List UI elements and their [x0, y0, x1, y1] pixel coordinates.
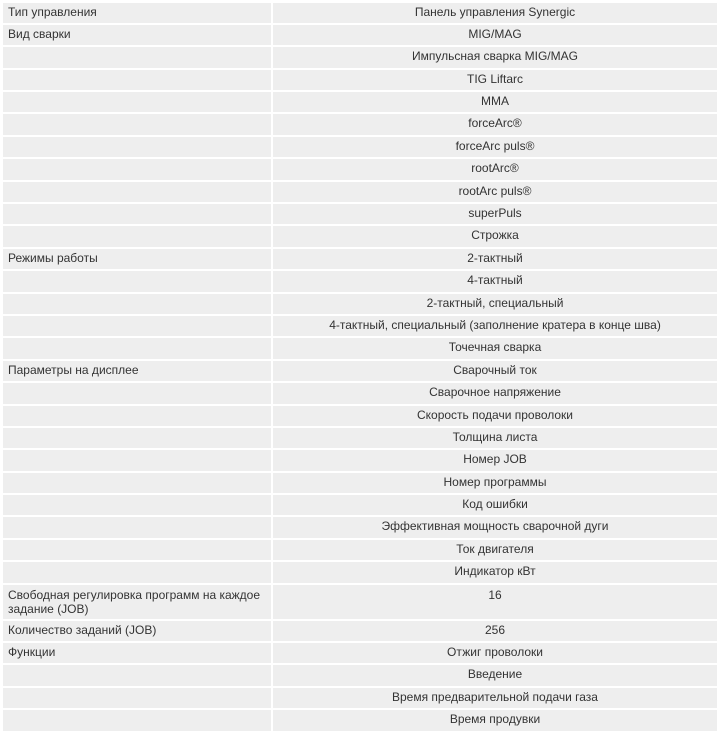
table-row: [2, 248, 718, 270]
row-label: Количество заданий (JOB): [2, 620, 272, 642]
table-row: [2, 494, 718, 516]
table-row: [2, 337, 718, 359]
row-value: Отжиг проволоки: [272, 642, 718, 664]
table-row: [2, 539, 718, 561]
row-label: [2, 337, 272, 359]
row-value: Номер программы: [272, 472, 718, 494]
row-label: Функции: [2, 642, 272, 664]
table-row: [2, 561, 718, 583]
row-value: forceArc puls®: [272, 136, 718, 158]
row-value: 256: [272, 620, 718, 642]
row-label: [2, 382, 272, 404]
row-value: Толщина листа: [272, 427, 718, 449]
row-value: Время продувки: [272, 709, 718, 731]
row-value: rootArc puls®: [272, 181, 718, 203]
row-label: [2, 472, 272, 494]
row-label: [2, 687, 272, 709]
row-label: [2, 405, 272, 427]
table-row: [2, 225, 718, 247]
row-value: Импульсная сварка MIG/MAG: [272, 46, 718, 68]
row-value: Введение: [272, 664, 718, 686]
row-value: 4-тактный: [272, 270, 718, 292]
table-row: [2, 181, 718, 203]
row-label: [2, 494, 272, 516]
table-row: [2, 360, 718, 382]
table-row: [2, 687, 718, 709]
row-label: Свободная регулировка программ на каждое задание (JOB): [2, 584, 272, 620]
row-value: Скорость подачи проволоки: [272, 405, 718, 427]
table-row: [2, 69, 718, 91]
table-row: [2, 405, 718, 427]
row-value: forceArc®: [272, 113, 718, 135]
table-row: [2, 158, 718, 180]
table-row: [2, 642, 718, 664]
row-label: [2, 516, 272, 538]
specifications-table: [1, 0, 719, 733]
row-value: Ток двигателя: [272, 539, 718, 561]
row-label: [2, 203, 272, 225]
row-value: Сварочный ток: [272, 360, 718, 382]
table-row: [2, 620, 718, 642]
table-row: [2, 382, 718, 404]
table-row: [2, 293, 718, 315]
table-row: [2, 203, 718, 225]
table-row: [2, 516, 718, 538]
row-value: Строжка: [272, 225, 718, 247]
row-label: [2, 449, 272, 471]
table-row: [2, 449, 718, 471]
table-row: [2, 136, 718, 158]
table-row: [2, 270, 718, 292]
row-label: Тип управления: [2, 2, 272, 24]
table-row: [2, 91, 718, 113]
row-value: Сварочное напряжение: [272, 382, 718, 404]
table-row: [2, 46, 718, 68]
row-value: 16: [272, 584, 718, 620]
table-row: [2, 584, 718, 620]
row-value: Эффективная мощность сварочной дуги: [272, 516, 718, 538]
row-value: 2-тактный, специальный: [272, 293, 718, 315]
row-value: Код ошибки: [272, 494, 718, 516]
table-row: [2, 315, 718, 337]
row-label: [2, 136, 272, 158]
specifications-table-body: [2, 2, 718, 732]
row-label: [2, 293, 272, 315]
row-label: Параметры на дисплее: [2, 360, 272, 382]
row-label: Вид сварки: [2, 24, 272, 46]
row-value: TIG Liftarc: [272, 69, 718, 91]
row-label: [2, 158, 272, 180]
row-label: [2, 315, 272, 337]
row-value: MMA: [272, 91, 718, 113]
row-label: [2, 225, 272, 247]
row-label: [2, 91, 272, 113]
row-value: 2-тактный: [272, 248, 718, 270]
table-row: [2, 472, 718, 494]
row-label: [2, 664, 272, 686]
row-label: [2, 561, 272, 583]
table-row: [2, 113, 718, 135]
row-value: Точечная сварка: [272, 337, 718, 359]
row-value: MIG/MAG: [272, 24, 718, 46]
row-label: [2, 709, 272, 731]
row-value: Панель управления Synergic: [272, 2, 718, 24]
row-value: 4-тактный, специальный (заполнение кратера в конце шва): [272, 315, 718, 337]
row-value: Индикатор кВт: [272, 561, 718, 583]
table-row: [2, 709, 718, 731]
row-label: [2, 46, 272, 68]
row-value: rootArc®: [272, 158, 718, 180]
row-value: superPuls: [272, 203, 718, 225]
row-label: [2, 539, 272, 561]
row-label: [2, 181, 272, 203]
row-label: Режимы работы: [2, 248, 272, 270]
table-row: [2, 2, 718, 24]
row-value: Время предварительной подачи газа: [272, 687, 718, 709]
row-label: [2, 270, 272, 292]
row-label: [2, 427, 272, 449]
table-row: [2, 664, 718, 686]
table-row: [2, 427, 718, 449]
row-value: Номер JOB: [272, 449, 718, 471]
table-row: [2, 24, 718, 46]
row-label: [2, 113, 272, 135]
row-label: [2, 69, 272, 91]
